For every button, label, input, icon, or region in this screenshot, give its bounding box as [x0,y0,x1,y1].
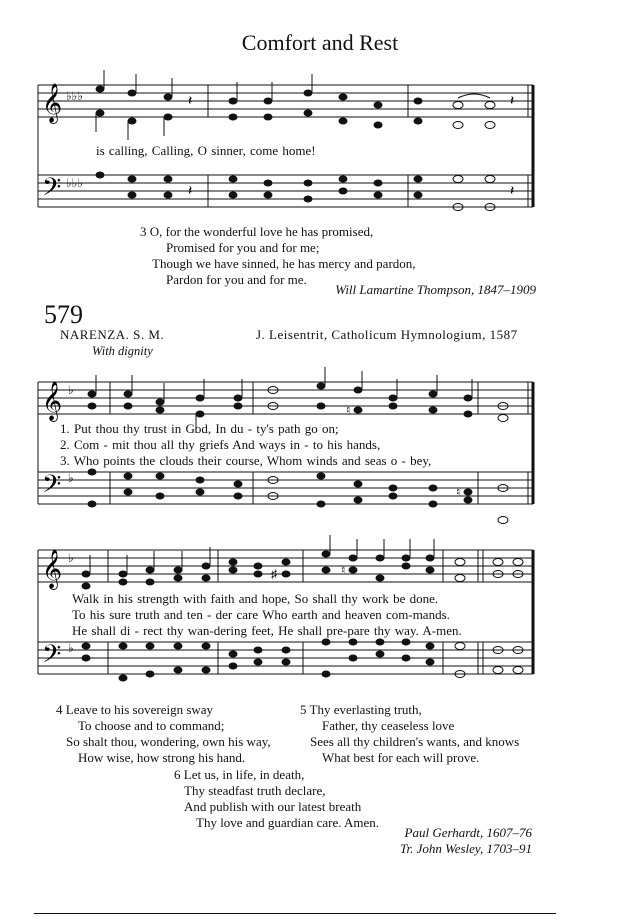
stanza-line: Father, thy ceaseless love [322,718,455,733]
stanza-3 [140,224,416,288]
translator-credit: Tr. John Wesley, 1703–91 [399,841,532,856]
stanza-line: Promised for you and for me; [166,240,320,255]
stanza-line: Pardon for you and for me. [166,272,307,287]
bottom-rule [34,913,556,914]
svg-text:♭: ♭ [68,471,74,485]
stanza-line: To choose and to command; [78,718,225,733]
svg-text:𝄽: 𝄽 [188,94,193,109]
svg-text:𝄽: 𝄽 [188,184,193,199]
lyric-line-578: is calling, Calling, O sinner, come home! [96,143,316,158]
svg-text:♯: ♯ [271,567,277,581]
svg-text:𝄞: 𝄞 [42,549,63,589]
stanza-line: So shalt thou, wondering, own his way, [66,734,271,749]
lyric-verse-2: To his sure truth and ten - der care Who earth and heaven com-mands. [72,607,450,622]
lyric-verse-1: 1. Put thou thy trust in God, In du - ty's path go on; [60,421,339,436]
stanza-line: 5 Thy everlasting truth, [300,702,422,717]
svg-text:𝄞: 𝄞 [42,83,63,123]
page-title: Comfort and Rest [241,30,399,55]
svg-text:♭♭♭: ♭♭♭ [66,89,83,103]
stanza-line: And publish with our latest breath [184,799,362,814]
lyric-verse-1: Walk in his strength with faith and hope, So shall thy work be done. [72,591,439,606]
stanza-line: Thy love and guardian care. Amen. [196,815,380,830]
stanza-line: Sees all thy children's wants, and knows [310,734,520,749]
svg-text:♭: ♭ [68,383,74,397]
author-credit: Paul Gerhardt, 1607–76 [404,825,532,840]
stanza-4 [56,702,271,766]
svg-text:♭: ♭ [68,551,74,565]
svg-text:♮: ♮ [341,563,346,577]
lyric-verse-2: 2. Com - mit thou all thy griefs And ways in - to his hands, [60,437,381,452]
svg-text:♮: ♮ [456,485,461,499]
stanza-line: 4 Leave to his sovereign sway [56,702,214,717]
stanza-line: Thy steadfast truth declare, [184,783,326,798]
stanza-5 [300,702,519,766]
svg-text:𝄞: 𝄞 [42,381,63,421]
author-credit-578: Will Lamartine Thompson, 1847–1909 [335,282,536,297]
stanza-line: 3 O, for the wonderful love he has promised, [140,224,374,239]
hymn-number: 579 [44,300,83,329]
stanza-line: Though we have sinned, he has mercy and pardon, [152,256,416,271]
svg-text:𝄢: 𝄢 [42,640,62,675]
composer-credit: J. Leisentrit, Catholicum Hymnologium, 1587 [256,327,518,342]
stanza-line: What best for each will prove. [322,750,480,765]
lyric-verse-3: He shall di - rect thy wan-dering feet, He shall pre-pare thy way. A-men. [72,623,462,638]
author-credits-579 [400,825,532,857]
stanza-line: 6 Let us, in life, in death, [174,767,305,782]
svg-text:♭♭♭: ♭♭♭ [66,176,83,190]
svg-text:♮: ♮ [346,403,351,417]
lyrics-system-2 [72,591,462,639]
tune-name: NARENZA. S. M. [60,327,165,342]
lyric-verse-3: 3. Who points the clouds their course, Whom winds and seas o - bey, [60,453,432,468]
svg-text:𝄢: 𝄢 [42,470,62,505]
stanza-6 [174,767,379,831]
svg-text:𝄽: 𝄽 [510,184,515,199]
svg-text:𝄢: 𝄢 [42,173,62,208]
tempo-marking: With dignity [92,344,153,358]
svg-text:♭: ♭ [68,641,74,655]
stanza-line: How wise, how strong his hand. [78,750,246,765]
svg-text:𝄽: 𝄽 [510,94,515,109]
lyrics-system-1 [60,421,431,469]
